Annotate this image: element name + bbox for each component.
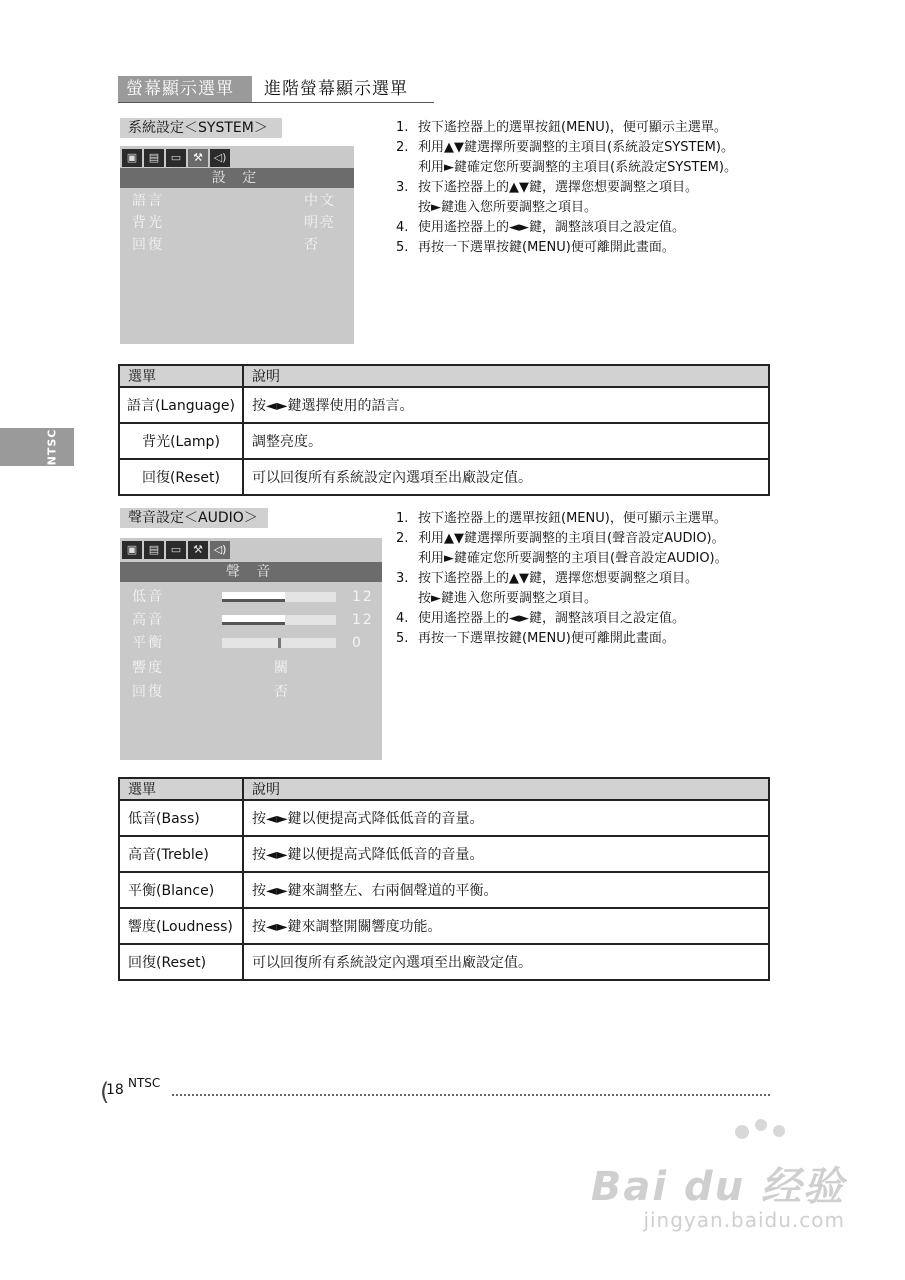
instruction-step: 4. 使用遙控器上的◄►鍵，調整該項目之設定值。: [396, 611, 685, 626]
watermark-brand: Bai du 经验: [590, 1164, 845, 1210]
system-instructions: [396, 118, 776, 258]
osd-row-backlight: [120, 212, 354, 234]
table-header-cell: 選單: [119, 778, 243, 800]
osd-row-label: 平衡: [132, 635, 164, 651]
table-cell-desc: 按◄►鍵選擇使用的語言。: [243, 387, 769, 423]
instruction-step: 3. 按下遙控器上的▲▼鍵，選擇您想要調整之項目。 按►鍵進入您所要調整之項目。: [396, 180, 698, 215]
table-header-cell: 選單: [119, 365, 243, 387]
osd-row-bass: [120, 586, 382, 608]
speaker-icon: ◁): [210, 541, 230, 559]
table-header-row: [119, 365, 769, 387]
table-cell-item: 高音(Treble): [119, 836, 243, 872]
osd-row-label: 語言: [132, 193, 164, 209]
table-row: [119, 908, 769, 944]
table-header-row: [119, 778, 769, 800]
settings-icon: ⚒: [188, 149, 208, 167]
table-cell-item: 背光(Lamp): [119, 423, 243, 459]
osd-row-treble: [120, 609, 382, 631]
picture-icon: ▭: [166, 541, 186, 559]
osd-row-value: 12: [352, 589, 374, 605]
osd-row-value: 中文: [304, 193, 336, 209]
table-cell-item: 低音(Bass): [119, 800, 243, 836]
audio-options-table: [118, 777, 770, 981]
audio-osd-screen: [120, 538, 382, 760]
osd-row-label: 高音: [132, 612, 164, 628]
header-section-tab: 螢幕顯示選單: [118, 76, 252, 102]
table-cell-desc: 按◄►鍵以便提高式降低低音的音量。: [243, 836, 769, 872]
system-section-label: 系統設定＜SYSTEM＞: [120, 118, 282, 138]
table-cell-item: 平衡(Blance): [119, 872, 243, 908]
table-header-cell: 說明: [243, 365, 769, 387]
channel-icon: ▤: [144, 541, 164, 559]
tv-icon: ▣: [122, 149, 142, 167]
table-cell-desc: 按◄►鍵來調整開關響度功能。: [243, 908, 769, 944]
osd-row-label: 背光: [132, 215, 164, 231]
table-cell-desc: 調整亮度。: [243, 423, 769, 459]
osd-row-loudness: [120, 657, 382, 679]
table-cell-item: 響度(Loudness): [119, 908, 243, 944]
osd-row-reset: [120, 234, 354, 256]
paw-icon: [773, 1125, 785, 1137]
footer-dotted-rule: [172, 1094, 770, 1096]
system-options-table: [118, 364, 770, 496]
picture-icon: ▭: [166, 149, 186, 167]
side-tab: [0, 428, 74, 466]
audio-section-label: 聲音設定＜AUDIO＞: [120, 508, 268, 528]
osd-row-label: 響度: [132, 660, 164, 676]
instruction-step: 1. 按下遙控器上的選單按鈕(MENU)，便可顯示主選單。: [396, 120, 727, 135]
table-row: [119, 387, 769, 423]
settings-icon: ⚒: [188, 541, 208, 559]
osd-row-reset: [120, 681, 382, 703]
tv-icon: ▣: [122, 541, 142, 559]
page-title: 進階螢幕顯示選單: [264, 79, 408, 99]
table-cell-desc: 按◄►鍵來調整左、右兩個聲道的平衡。: [243, 872, 769, 908]
side-tab-label: NTSC: [45, 428, 59, 466]
table-row: [119, 872, 769, 908]
paw-icon: [755, 1119, 767, 1131]
osd-title: 聲 音: [120, 562, 382, 582]
table-row: [119, 423, 769, 459]
table-row: [119, 459, 769, 495]
osd-row-value: 否: [274, 684, 290, 700]
osd-row-value: 關: [274, 660, 290, 676]
instruction-step: 4. 使用遙控器上的◄►鍵，調整該項目之設定值。: [396, 220, 685, 235]
table-cell-item: 回復(Reset): [119, 944, 243, 980]
instruction-step: 3. 按下遙控器上的▲▼鍵，選擇您想要調整之項目。 按►鍵進入您所要調整之項目。: [396, 571, 698, 606]
osd-row-value: 0: [352, 635, 363, 651]
balance-slider-marker: [278, 638, 281, 648]
osd-icon-bar: [122, 540, 232, 560]
osd-row-balance: [120, 632, 382, 654]
audio-instructions: [396, 509, 776, 649]
table-cell-item: 回復(Reset): [119, 459, 243, 495]
osd-row-value: 否: [304, 237, 320, 253]
paw-icon: [735, 1125, 749, 1139]
table-cell-desc: 可以回復所有系統設定內選項至出廠設定值。: [243, 459, 769, 495]
table-row: [119, 944, 769, 980]
table-cell-desc: 可以回復所有系統設定內選項至出廠設定值。: [243, 944, 769, 980]
header-underline: [118, 102, 434, 103]
bass-slider-fill: [222, 592, 285, 602]
osd-row-label: 低音: [132, 589, 164, 605]
instruction-step: 1. 按下遙控器上的選單按鈕(MENU)，便可顯示主選單。: [396, 511, 727, 526]
table-row: [119, 800, 769, 836]
osd-row-language: [120, 190, 354, 212]
watermark-url: jingyan.baidu.com: [643, 1208, 845, 1232]
osd-row-label: 回復: [132, 684, 164, 700]
instruction-step: 2. 利用▲▼鍵選擇所要調整的主項目(聲音設定AUDIO)。 利用►鍵確定您所要調整的主項目(聲音設定AUDIO)。: [396, 531, 728, 566]
instruction-step: 2. 利用▲▼鍵選擇所要調整的主項目(系統設定SYSTEM)。 利用►鍵確定您所要調整的主項目(系統設定SYSTEM)。: [396, 140, 737, 175]
page-number-bracket: (: [100, 1078, 110, 1106]
osd-icon-bar: [122, 148, 232, 168]
table-row: [119, 836, 769, 872]
treble-slider-fill: [222, 615, 285, 625]
osd-row-value: 12: [352, 612, 374, 628]
footer-label: NTSC: [128, 1076, 161, 1090]
osd-row-label: 回復: [132, 237, 164, 253]
bass-slider: [222, 592, 336, 602]
osd-title: 設 定: [120, 168, 354, 188]
channel-icon: ▤: [144, 149, 164, 167]
table-cell-item: 語言(Language): [119, 387, 243, 423]
instruction-step: 5. 再按一下選單按鍵(MENU)便可離開此畫面。: [396, 631, 675, 646]
speaker-icon: ◁): [210, 149, 230, 167]
watermark: [591, 1155, 845, 1232]
balance-slider: [222, 638, 336, 648]
page-number: 18: [106, 1082, 124, 1098]
osd-row-value: 明亮: [304, 215, 336, 231]
instruction-step: 5. 再按一下選單按鍵(MENU)便可離開此畫面。: [396, 240, 675, 255]
table-header-cell: 說明: [243, 778, 769, 800]
treble-slider: [222, 615, 336, 625]
table-cell-desc: 按◄►鍵以便提高式降低低音的音量。: [243, 800, 769, 836]
system-osd-screen: [120, 146, 354, 344]
